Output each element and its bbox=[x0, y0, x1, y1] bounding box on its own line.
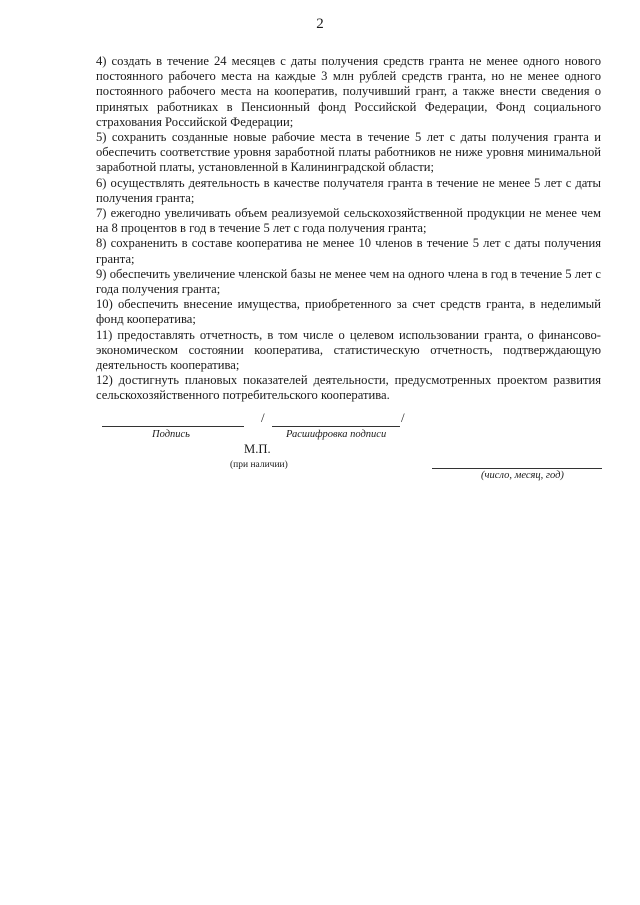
page-number: 2 bbox=[316, 16, 324, 32]
list-item: 7) ежегодно увеличивать объем реализуемой сельскохозяйственной продукции не менее чем на 8 процентов в год в течение 5 лет с года получения гранта; bbox=[96, 206, 601, 236]
obligations-list bbox=[96, 54, 601, 404]
stamp-label: М.П. bbox=[244, 442, 271, 456]
list-item: 12) достигнуть плановых показателей деятельности, предусмотренных проектом развития сельскохозяйственного потребительского кооператива. bbox=[96, 373, 601, 403]
list-item: 11) предоставлять отчетность, в том числе о целевом использовании гранта, о финансово-экономическом состоянии кооператива, статистическую отчетность, подтверждающую деятельность кооператива; bbox=[96, 327, 601, 373]
list-item: 9) обеспечить увеличение членской базы не менее чем на одного члена в год в течение 5 лет с года получения гранта; bbox=[96, 266, 601, 297]
list-item: 8) сохраненить в составе кооператива не менее 10 членов в течение 5 лет с даты получения гранта; bbox=[96, 236, 601, 266]
list-item: 5) сохранить созданные новые рабочие места в течение 5 лет с даты получения гранта и обеспечить соответствие уровня заработной платы работников не ниже уровня минимальной заработной платы, установленной в Калининградской области; bbox=[96, 130, 601, 175]
signature-slash-close: / bbox=[401, 410, 405, 425]
list-item: 6) осуществлять деятельность в качестве получателя гранта в течение не менее 5 лет с даты получения гранта; bbox=[96, 175, 601, 205]
stamp-note: (при наличии) bbox=[230, 460, 288, 470]
list-item: 10) обеспечить внесение имущества, приобретенного за счет средств гранта, в неделимый фонд кооператива; bbox=[96, 297, 601, 327]
list-item: 4) создать в течение 24 месяцев с даты получения средств гранта не менее одного нового постоянного рабочего места на каждые 3 млн рублей средств гранта, но не менее одного постоянного рабочего места на кооператив, получивший грант, а также внести сведения о принятых работниках в Пенсионный фонд Российской Федерации, Фонд социального страхования Российской Федерации; bbox=[96, 54, 601, 129]
date-caption: (число, месяц, год) bbox=[481, 470, 564, 481]
signature-line[interactable] bbox=[102, 412, 244, 427]
decoding-caption: Расшифровка подписи bbox=[286, 429, 387, 440]
date-line[interactable] bbox=[432, 454, 602, 469]
signature-caption: Подпись bbox=[152, 429, 190, 440]
signature-block bbox=[96, 412, 601, 492]
signature-slash-open: / bbox=[261, 410, 265, 425]
decoding-line[interactable] bbox=[272, 412, 400, 427]
